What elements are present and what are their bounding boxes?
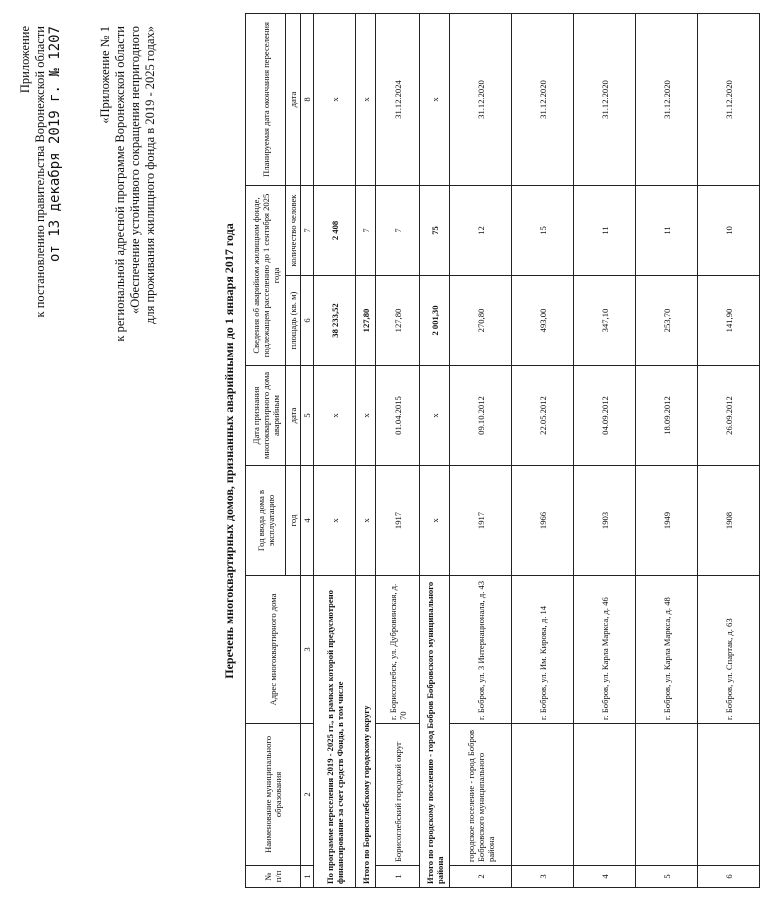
cell-no: 6 [698,866,760,888]
cell-no: 1 [376,866,420,888]
col-municipality: Наименование муниципального образования [246,724,301,866]
table-row [636,14,698,888]
col-number: 5 [301,366,314,466]
table-row [420,14,450,888]
cell-area: 38 233,52 [314,276,356,366]
decree-line: к постановлению правительства Воронежской области [33,26,47,318]
cell-planned: 31.12.2020 [698,14,760,186]
cell-municipality [698,724,760,866]
col-planned-sub: дата [286,14,301,186]
cell-people: 7 [376,186,420,276]
cell-year: x [314,466,356,576]
summary-label: По программе переселения 2019 - 2025 гг., в рамках которой предусмотрено финансирование за счет средств Фонда, в том числе [314,576,356,888]
cell-year: 1949 [636,466,698,576]
decree-date: от 13 декабря 2019 г. № 1207 [47,26,63,263]
cell-people: 10 [698,186,760,276]
cell-no: 2 [450,866,512,888]
cell-year: 1917 [376,466,420,576]
program-header [98,26,158,342]
cell-date: 01.04.2015 [376,366,420,466]
cell-area: 347,10 [574,276,636,366]
cell-planned: 31.12.2020 [512,14,574,186]
cell-date: 22.05.2012 [512,366,574,466]
col-planned-group: Планируемая дата окончания переселения [246,14,286,186]
program-line-1: к региональной адресной программе Воронежской области [113,26,127,342]
cell-planned: x [420,14,450,186]
cell-area: 270,80 [450,276,512,366]
cell-address: г. Бобров, ул. Спартак, д. 63 [698,576,760,724]
cell-date: 26.09.2012 [698,366,760,466]
cell-year: 1917 [450,466,512,576]
col-number: 2 [301,724,314,866]
col-no: № п/п [246,866,301,888]
cell-date: x [356,366,376,466]
program-line-3: для проживания жилищного фонда в 2019 - 2025 годах» [143,26,157,324]
cell-no: 5 [636,866,698,888]
cell-planned: x [356,14,376,186]
appendix-label: Приложение [18,26,32,94]
cell-people: 11 [574,186,636,276]
col-resettle-group: Сведения об аварийном жилищном фонде, подлежащем расселению до 1 сентября 2025 года [246,186,286,366]
col-number: 8 [301,14,314,186]
cell-people: 2 408 [314,186,356,276]
cell-municipality: Борисоглебский городской округ [376,724,420,866]
table-row [512,14,574,888]
decree-header [18,26,63,318]
cell-date: 09.10.2012 [450,366,512,466]
summary-label: Итого по городскому поселению - город Бобров Бобровского муниципального района [420,576,450,888]
cell-people: 15 [512,186,574,276]
column-number-row [301,14,314,888]
program-line-2: «Обеспечение устойчивого сокращения непригодного [128,26,142,314]
cell-planned: 31.12.2020 [636,14,698,186]
col-area-sub: площадь (кв. м) [286,276,301,366]
cell-no: 3 [512,866,574,888]
cell-no: 4 [574,866,636,888]
table-row [314,14,356,888]
cell-year: 1966 [512,466,574,576]
cell-date: 04.09.2012 [574,366,636,466]
col-number: 7 [301,186,314,276]
program-appendix: «Приложение № 1 [98,26,112,124]
col-recognition-sub: дата [286,366,301,466]
table-row [574,14,636,888]
cell-people: 12 [450,186,512,276]
table-row [450,14,512,888]
cell-year: x [420,466,450,576]
col-people-sub: количество человек [286,186,301,276]
cell-people: 75 [420,186,450,276]
cell-date: x [420,366,450,466]
table-row [376,14,420,888]
cell-area: 493,00 [512,276,574,366]
col-number: 4 [301,466,314,576]
cell-year: 1903 [574,466,636,576]
cell-planned: 31.12.2020 [574,14,636,186]
cell-planned: 31.12.2024 [376,14,420,186]
document-title: Перечень многоквартирных домов, признанных аварийными до 1 января 2017 года [222,223,236,679]
cell-municipality [574,724,636,866]
cell-planned: x [314,14,356,186]
col-recognition-group: Дата признания многоквартирного дома аварийным [246,366,286,466]
col-number: 6 [301,276,314,366]
cell-address: г. Бобров, ул. Им. Кирова, д. 14 [512,576,574,724]
cell-year: 1908 [698,466,760,576]
houses-table [245,13,760,888]
table-row [698,14,760,888]
col-number: 3 [301,576,314,724]
col-address: Адрес многоквартирного дома [246,576,301,724]
col-year-sub: год [286,466,301,576]
cell-municipality [636,724,698,866]
cell-municipality: городское поселение - город Бобров Бобровского муниципального района [450,724,512,866]
cell-planned: 31.12.2020 [450,14,512,186]
cell-area: 127,80 [376,276,420,366]
col-year-group: Год ввода дома в эксплуатацию [246,466,286,576]
cell-address: г. Борисоглебск, ул. Дубровинская, д. 70 [376,576,420,724]
table-row [356,14,376,888]
cell-address: г. Бобров, ул. Карла Маркса, д. 46 [574,576,636,724]
cell-area: 141,90 [698,276,760,366]
cell-address: г. Бобров, ул. 3 Интернационала, д. 43 [450,576,512,724]
cell-people: 7 [356,186,376,276]
cell-date: 18.09.2012 [636,366,698,466]
cell-area: 2 001,30 [420,276,450,366]
cell-date: x [314,366,356,466]
cell-people: 11 [636,186,698,276]
cell-municipality [512,724,574,866]
cell-area: 127,80 [356,276,376,366]
col-number: 1 [301,866,314,888]
summary-label: Итого по Борисоглебскому городскому округу [356,576,376,888]
cell-year: x [356,466,376,576]
cell-area: 253,70 [636,276,698,366]
cell-address: г. Бобров, ул. Карла Маркса, д. 48 [636,576,698,724]
